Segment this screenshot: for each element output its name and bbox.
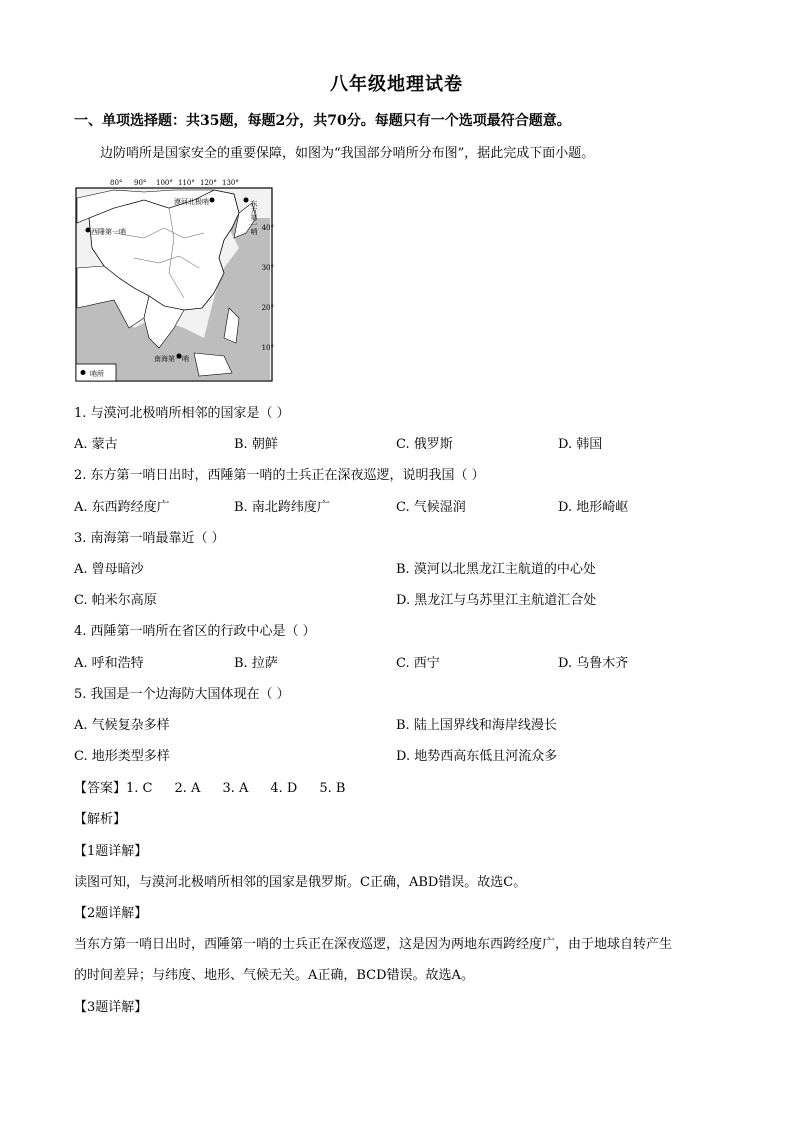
option: B. 陆上国界线和海岸线漫长: [396, 718, 557, 733]
detail-text: 读图可知，与漠河北极哨所相邻的国家是俄罗斯。C正确，ABD错误。故选C。: [74, 875, 527, 890]
page-title: 八年级地理试卷: [330, 74, 463, 95]
option: D. 韩国: [558, 437, 603, 452]
section-heading: 一、单项选择题：共35题，每题2分，共70分。每题只有一个选项最符合题意。: [74, 113, 571, 129]
option: B. 拉萨: [234, 656, 278, 671]
option: D. 乌鲁木齐: [558, 656, 629, 671]
option: D. 地势西高东低且河流众多: [396, 749, 558, 764]
answer-item: 2. A: [174, 781, 201, 796]
detail-text: 的时间差异；与纬度、地形、气候无关。A正确，BCD错误。故选A。: [74, 968, 474, 983]
lat-label: 10°: [261, 344, 274, 352]
post-label: 西陲第一哨: [91, 228, 126, 236]
intro-text: 边防哨所是国家安全的重要保障，如图为“我国部分哨所分布图”，据此完成下面小题。: [100, 146, 595, 161]
option: B. 漠河以北黑龙江主航道的中心处: [396, 562, 596, 577]
question-stem: 3. 南海第一哨最靠近（ ）: [74, 531, 225, 546]
option: A. 气候复杂多样: [74, 718, 170, 733]
question-stem: 4. 西陲第一哨所在省区的行政中心是（ ）: [74, 624, 316, 639]
lat-label: 40°: [261, 224, 274, 232]
option: C. 地形类型多样: [74, 749, 170, 764]
option: C. 帕米尔高原: [74, 593, 157, 608]
post-label: 东方第一哨: [250, 200, 258, 235]
answer-label: 【答案】: [74, 781, 127, 796]
lon-label: 110°: [178, 179, 195, 187]
option: A. 东西跨经度广: [74, 500, 170, 515]
lon-label: 80°: [110, 179, 123, 187]
option: C. 西宁: [396, 656, 440, 671]
post-marker: [86, 228, 91, 233]
option: C. 气候湿润: [396, 500, 466, 515]
lat-label: 30°: [261, 264, 274, 272]
lon-label: 130°: [222, 179, 239, 187]
sentry-post-map: [74, 178, 284, 384]
lon-label: 90°: [134, 179, 147, 187]
post-label: 漠河北极哨: [174, 198, 209, 206]
answer-item: 1. C: [126, 781, 153, 796]
option: B. 南北跨纬度广: [234, 500, 330, 515]
question-stem: 5. 我国是一个边海防大国体现在（ ）: [74, 687, 290, 702]
map-figure: [74, 178, 284, 384]
option: D. 黑龙江与乌苏里江主航道汇合处: [396, 593, 597, 608]
answer-item: 5. B: [319, 781, 346, 796]
lon-label: 100°: [156, 179, 173, 187]
detail-text: 当东方第一哨日出时，西陲第一哨的士兵正在深夜巡逻，这是因为两地东西跨经度广，由于地球自转产生: [74, 937, 673, 952]
detail-heading: 【1题详解】: [74, 844, 148, 859]
post-label: 南海第一哨: [154, 355, 189, 363]
detail-heading: 【3题详解】: [74, 1000, 148, 1015]
post-marker: [244, 198, 249, 203]
detail-heading: 【2题详解】: [74, 906, 148, 921]
option: C. 俄罗斯: [396, 437, 453, 452]
option: A. 呼和浩特: [74, 656, 144, 671]
question-stem: 1. 与漠河北极哨所相邻的国家是（ ）: [74, 406, 290, 421]
analysis-label: 【解析】: [74, 812, 127, 827]
legend-marker: [81, 370, 86, 375]
post-marker: [210, 198, 215, 203]
question-stem: 2. 东方第一哨日出时，西陲第一哨的士兵正在深夜巡逻，说明我国（ ）: [74, 468, 485, 483]
option: B. 朝鲜: [234, 437, 278, 452]
lon-label: 120°: [200, 179, 217, 187]
answer-item: 3. A: [222, 781, 249, 796]
option: D. 地形崎岖: [558, 500, 629, 515]
answer-item: 4. D: [270, 781, 298, 796]
option: A. 蒙古: [74, 437, 118, 452]
option: A. 曾母暗沙: [74, 562, 144, 577]
answer-line: [74, 777, 367, 796]
lat-label: 20°: [261, 304, 274, 312]
legend-label: 哨所: [90, 370, 104, 378]
